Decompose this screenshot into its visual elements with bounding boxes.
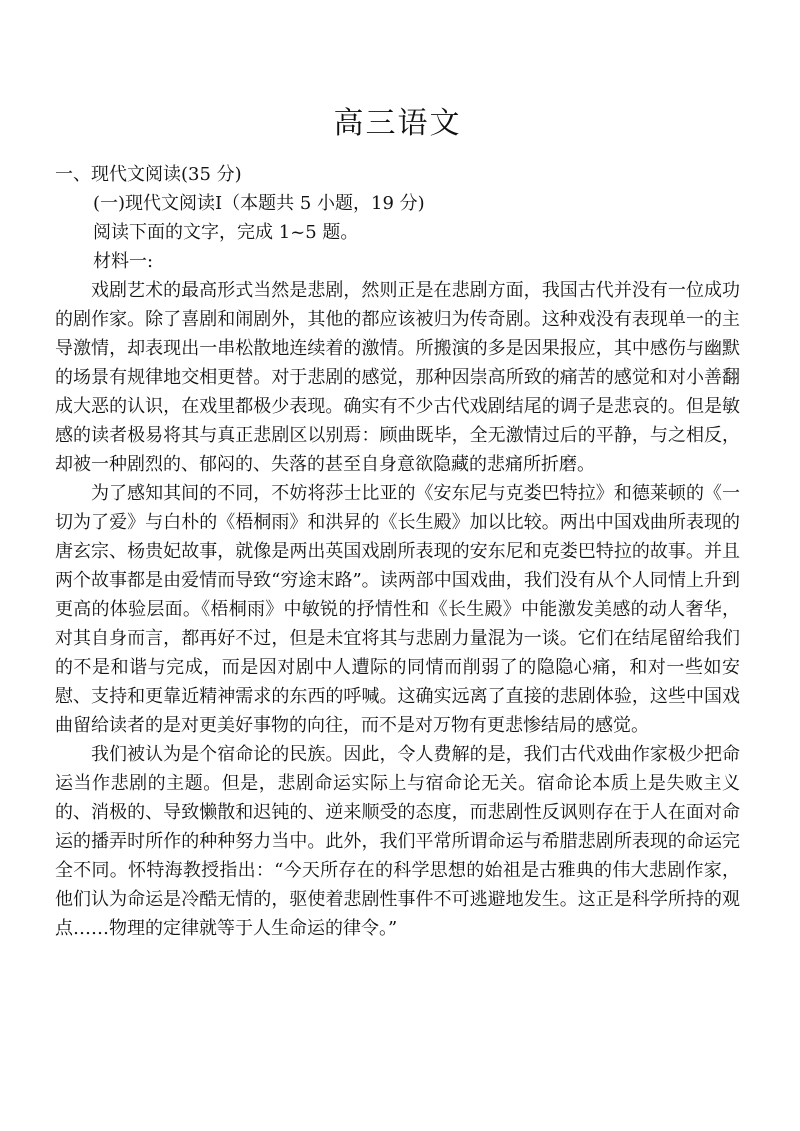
paragraph-2: 为了感知其间的不同，不妨将莎士比亚的《安东尼与克娄巴特拉》和德莱顿的《一切为了爱》与白朴的《梧桐雨》和洪昇的《长生殿》加以比较。两出中国戏曲所表现的唐玄宗、杨贵妃故事，就像是两出英国戏剧所表现的安东尼和克娄巴特拉的故事。并且两个故事都是由爱情而导致“穷途末路”。读两部中国戏曲，我们没有从个人同情上升到更高的体验层面。《梧桐雨》中敏锐的抒情性和《长生殿》中能激发美感的动人奢华，对其自身而言，都再好不过，但是未宜将其与悲剧力量混为一谈。它们在结尾留给我们的不是和谐与完成，而是因对剧中人遭际的同情而削弱了的隐隐心痛，和对一些如安慰、支持和更靠近精神需求的东西的呼喊。这确实远离了直接的悲剧体验，这些中国戏曲留给读者的是对更美好事物的向往，而不是对万物有更悲惨结局的感觉。 [55, 483, 740, 736]
paragraph-1: 戏剧艺术的最高形式当然是悲剧，然则正是在悲剧方面，我国古代并没有一位成功的剧作家。除了喜剧和闹剧外，其他的都应该被归为传奇剧。这种戏没有表现单一的主导激情，却表现出一串松散地连续着的激情。所搬演的多是因果报应，其中感伤与幽默的场景有规律地交相更替。对于悲剧的感觉，那种因崇高所致的痛苦的感觉和对小善翻成大恶的认识，在戏里都极少表现。确实有不少古代戏剧结尾的调子是悲哀的。但是敏感的读者极易将其与真正悲剧区以别焉：顾曲既毕，全无激情过后的平静，与之相反，却被一种剧烈的、郁闷的、失落的甚至自身意欲隐藏的悲痛所折磨。 [55, 280, 740, 475]
page-title: 高三语文 [333, 106, 462, 141]
material-label: 材料一: [93, 251, 154, 272]
subsection-heading: (一)现代文阅读Ⅰ（本题共 5 小题，19 分) [93, 193, 425, 214]
paragraph-3: 我们被认为是个宿命论的民族。因此，令人费解的是，我们古代戏曲作家极少把命运当作悲剧的主题。但是，悲剧命运实际上与宿命论无关。宿命论本质上是失败主义的、消极的、导致懒散和迟钝的、逆来顺受的态度，而悲剧性反讽则存在于人在面对命运的播弄时所作的种种努力当中。此外，我们平常所谓命运与希腊悲剧所表现的命运完全不同。怀特海教授指出：“今天所存在的科学思想的始祖是古雅典的伟大悲剧作家，他们认为命运是冷酷无情的，驱使着悲剧性事件不可逃避地发生。这正是科学所持的观点……物理的定律就等于人生命运的律令。” [55, 744, 740, 939]
reading-instruction: 阅读下面的文字，完成 1~5 题。 [93, 222, 359, 243]
section-heading: 一、现代文阅读(35 分) [55, 164, 242, 185]
